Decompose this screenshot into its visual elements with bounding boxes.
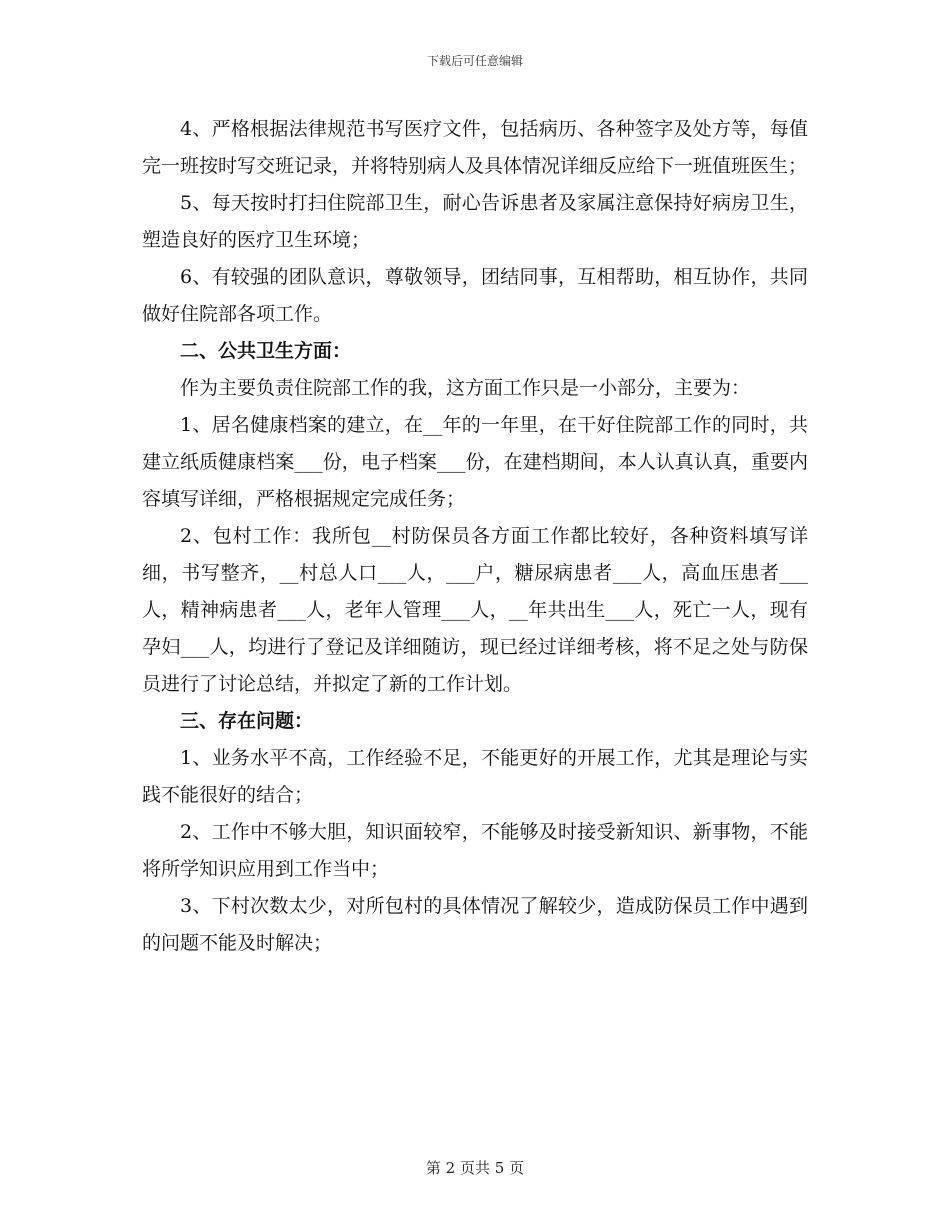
paragraph-problem-1: 1、业务水平不高，工作经验不足，不能更好的开展工作，尤其是理论与实践不能很好的结合；: [142, 747, 808, 806]
page-number-footer: 第 2 页共 5 页: [425, 1159, 525, 1177]
paragraph-item-4: 4、严格根据法律规范书写医疗文件，包括病历、各种签字及处方等，每值完一班按时写交班记录，并将特别病人及具体情况详细反应给下一班值班医生；: [142, 118, 808, 177]
section-heading-public-health: 二、公共卫生方面：: [180, 340, 352, 362]
document-body: [142, 111, 808, 962]
paragraph-problem-2: 2、工作中不够大胆，知识面较窄，不能够及时接受新知识、新事物，不能将所学知识应用到工作当中；: [142, 821, 808, 880]
page-header: 下载后可任意编辑: [426, 54, 523, 68]
paragraph-public-health-intro: 作为主要负责住院部工作的我，这方面工作只是一小部分，主要为：: [180, 377, 751, 399]
section-heading-problems: 三、存在问题：: [180, 710, 314, 732]
paragraph-health-records: 1、居名健康档案的建立，在__年的一年里，在干好住院部工作的同时，共建立纸质健康档案___份，电子档案___份，在建档期间，本人认真认真，重要内容填写详细，严格根据规定完成任务；: [142, 414, 808, 510]
paragraph-problem-3: 3、下村次数太少，对所包村的具体情况了解较少，造成防保员工作中遇到的问题不能及时解决；: [142, 895, 808, 954]
paragraph-item-5: 5、每天按时打扫住院部卫生，耐心告诉患者及家属注意保持好病房卫生，塑造良好的医疗卫生环境；: [142, 192, 808, 251]
paragraph-item-6: 6、有较强的团队意识，尊敬领导，团结同事，互相帮助，相互协作，共同做好住院部各项工作。: [142, 266, 808, 325]
paragraph-village-work: 2、包村工作：我所包__村防保员各方面工作都比较好，各种资料填写详细，书写整齐，__村总人口___人，___户，糖尿病患者___人，高血压患者___人，精神病患者___人，老年人管理___人，__年共出生___人，死亡一人，现有孕妇___人，均进行了登记及详细随访，现已经过详细考核，将不足之处与防保员进行了讨论总结，并拟定了新的工作计划。: [142, 525, 808, 695]
